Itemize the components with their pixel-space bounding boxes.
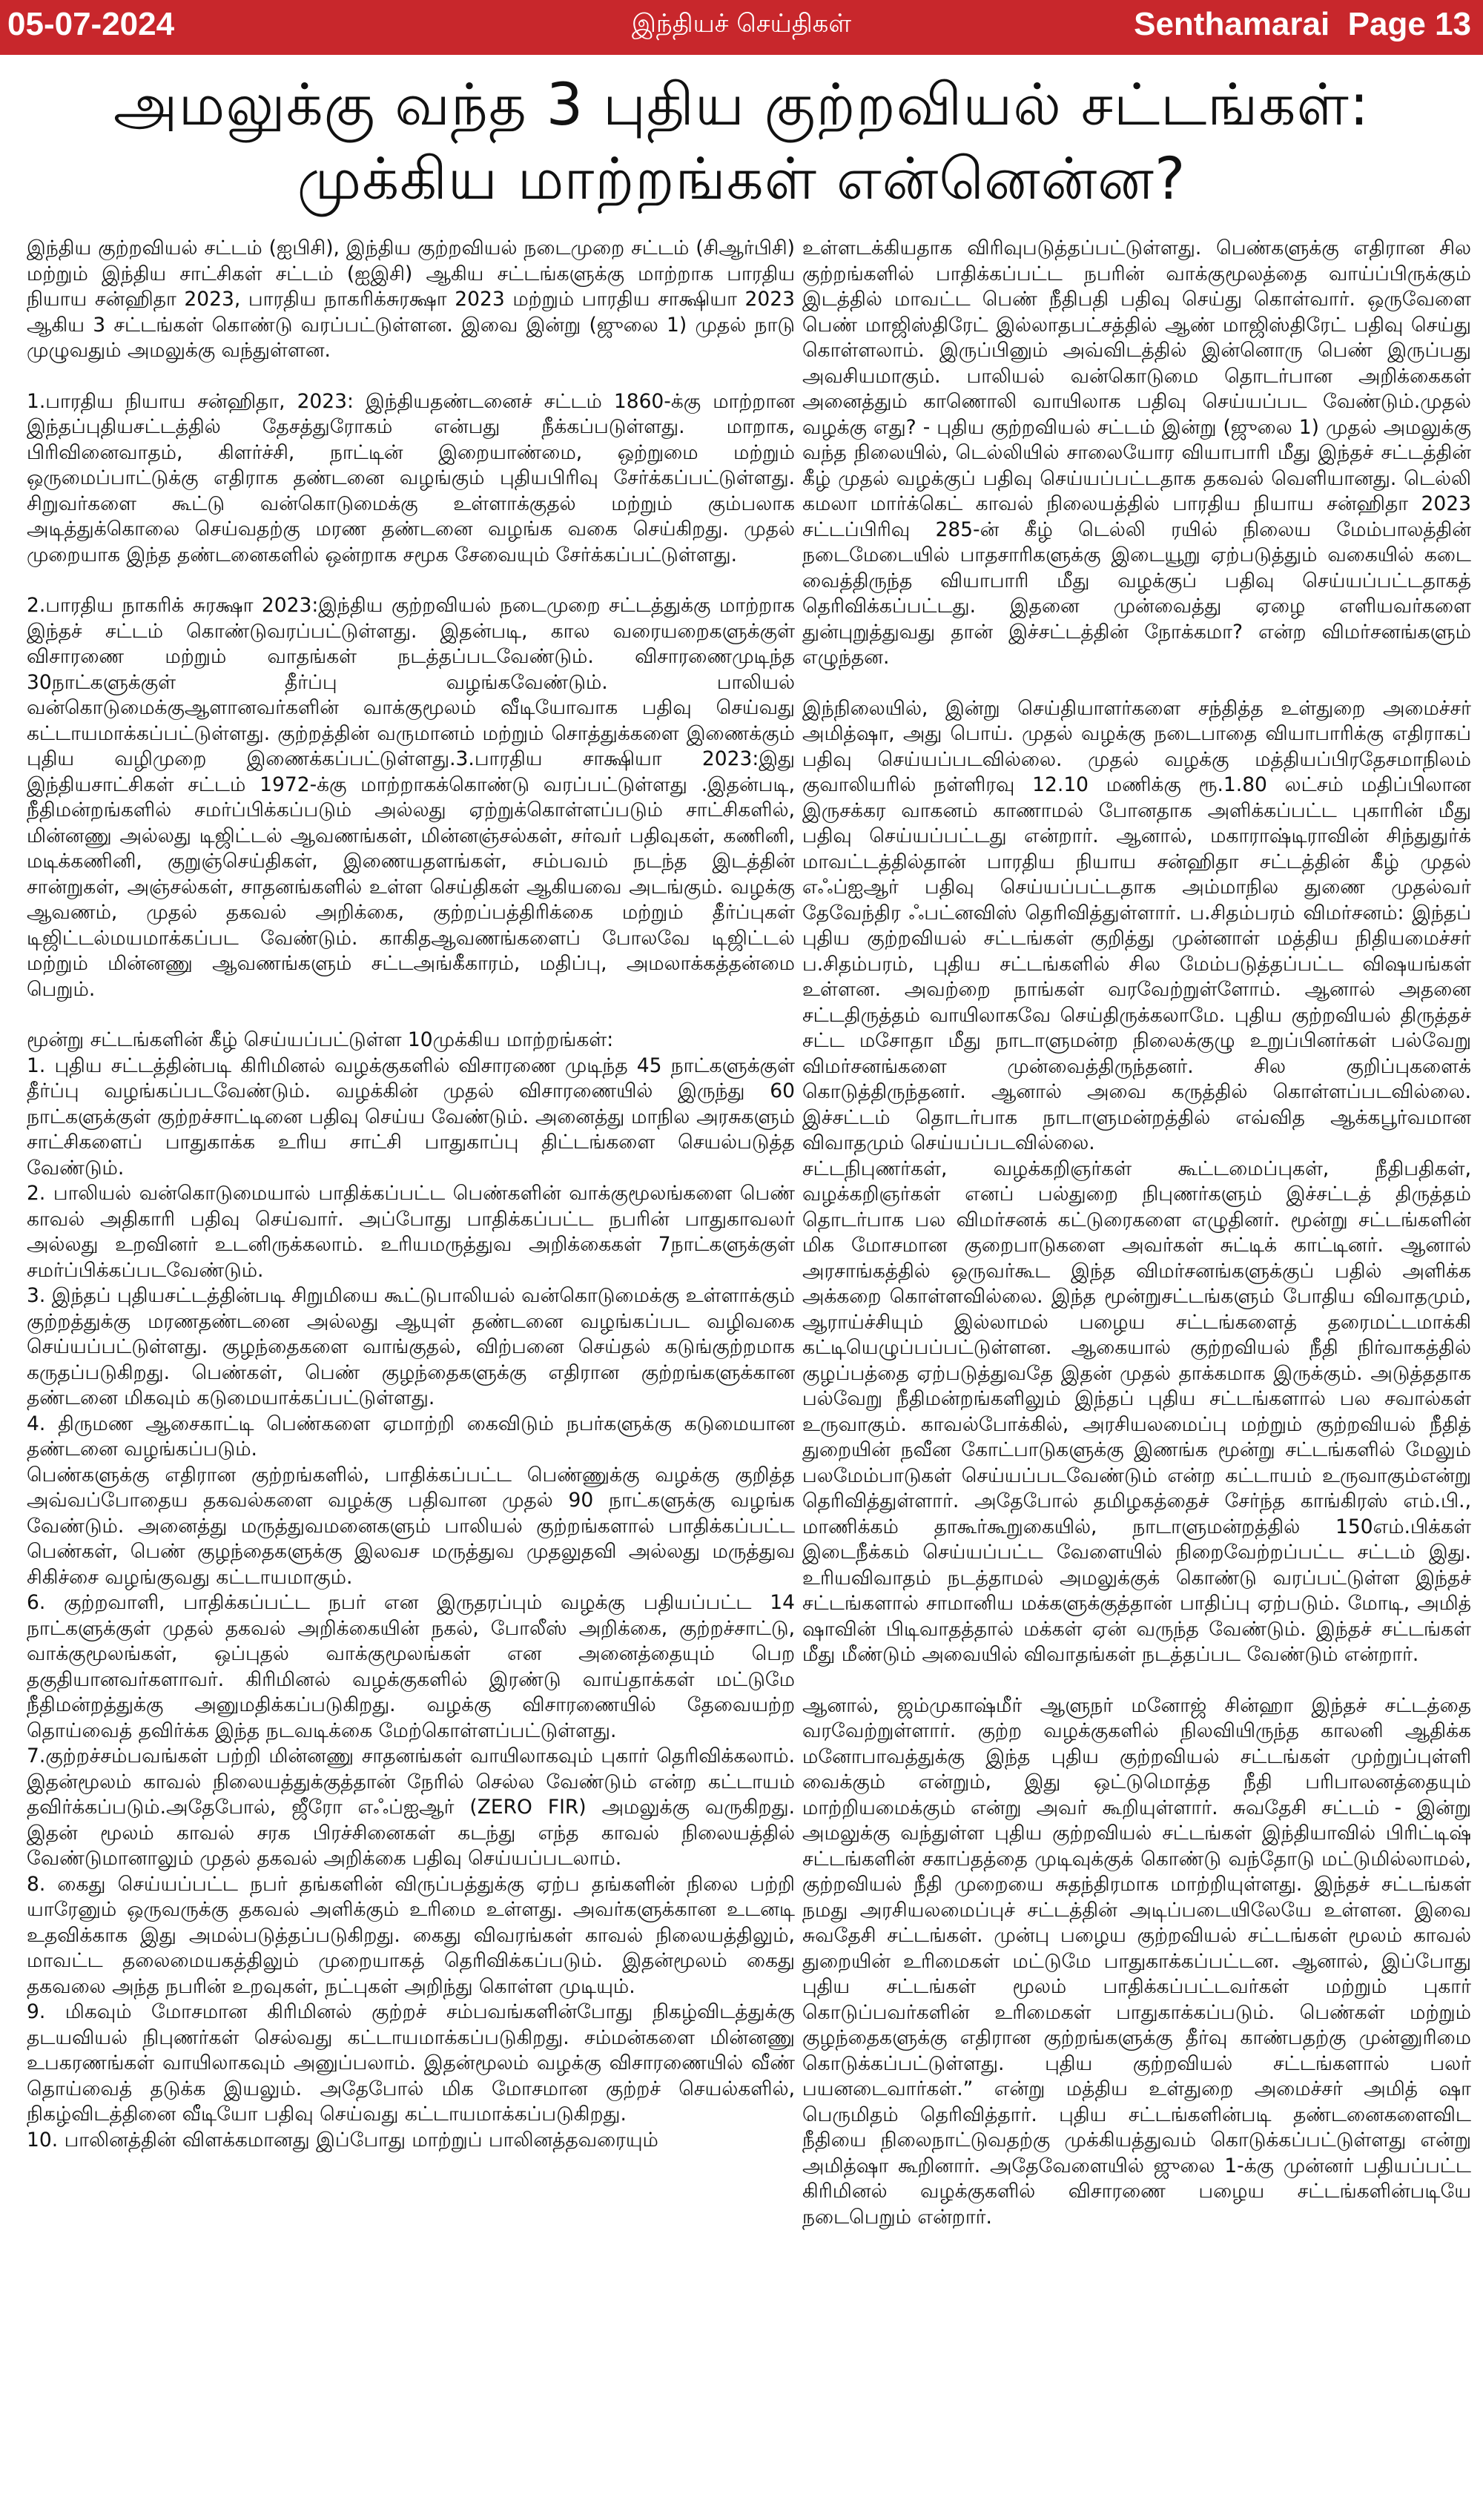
page-header	[0, 0, 1483, 55]
newspaper-page	[1134, 6, 1471, 43]
paragraph-amit-shah-chidambaram: இந்நிலையில், இன்று செய்தியாளர்களை சந்தித்த உள்துறை அமைச்சர் அமித்ஷா, அது பொய். முதல் வழக்கு நடைபாதை வியாபாரிக்கு எதிராகப் பதிவு செய்யப்படவில்லை. முதல் வழக்கு மத்தியப்பிரதேசமாநிலம் குவாலியரில் நள்ளிரவு 12.10 மணிக்கு ரூ.1.80 லட்சம் மதிப்பிலான இருசக்கர வாகனம் காணாமல் போனதாக அளிக்கப்பட்ட புகாரின் மீது பதிவு செய்யப்பட்டது என்றார். ஆனால், மகாராஷ்டிராவின் சிந்துதுர்க் மாவட்டத்தில்தான் பாரதிய நியாய சன்ஹிதா சட்டத்தின் கீழ் முதல் எஃப்ஐஆர் பதிவு செய்யப்பட்டதாக அம்மாநில துணை முதல்வர் தேவேந்திர ஃபட்னவிஸ் தெரிவித்துள்ளார். ப.சிதம்பரம் விமர்சனம்: இந்தப் புதிய குற்றவியல் சட்டங்கள் குறித்து முன்னாள் மத்திய நிதியமைச்சர் ப.சிதம்பரம், புதிய சட்டங்களில் சில மேம்படுத்தப்பட்ட விஷயங்கள் உள்ளன. அவற்றை நாங்கள் வரவேற்றுள்ளோம். ஆனால் அதனை சட்டதிருத்தம் வாயிலாகவே செய்திருக்கலாமே. புதிய குற்றவியல் திருத்தச் சட்ட மசோதா மீது நாடாளுமன்ற நிலைக்குழு உறுப்பினர்கள் பல்வேறு விமர்சனங்களை முன்வைத்திருந்தனர். சில குறிப்புகளைக் கொடுத்திருந்தனர். ஆனால் அவை கருத்தில் கொள்ளப்படவில்லை. இச்சட்டம் தொடர்பாக நாடாளுமன்றத்தில் எவ்வித ஆக்கபூர்வமான விவாதமும் செய்யப்படவில்லை. சட்டநிபுணர்கள், வழக்கறிஞர்கள் கூட்டமைப்புகள், நீதிபதிகள், வழக்கறிஞர்கள் எனப் பல்துறை நிபுணர்களும் இச்சட்டத் திருத்தம் தொடர்பாக பல விமர்சனக் கட்டுரைகளை எழுதினர். மூன்று சட்டங்களின் மிக மோசமான குறைபாடுகளை அவர்கள் சுட்டிக் காட்டினர். ஆனால் அரசாங்கத்தில் ஒருவர்கூட இந்த விமர்சனங்களுக்குப் பதில் அளிக்க அக்கறை கொள்ளவில்லை. இந்த மூன்றுசட்டங்களும் போதிய விவாதமும், ஆராய்ச்சியும் இல்லாமல் பழைய சட்டங்களைத் தரைமட்டமாக்கி கட்டியெழுப்பப்பட்டுள்ளன. ஆகையால் குற்றவியல் நீதி நிர்வாகத்தில் குழப்பத்தை ஏற்படுத்துவதே இதன் முதல் தாக்கமாக இருக்கும். அடுத்ததாக பல்வேறு நீதிமன்றங்களிலும் இந்தப் புதிய சட்டங்களால் பல சவால்கள் உருவாகும். காவல்போக்கில், அரசியலமைப்பு மற்றும் குற்றவியல் நீதித் துறையின் நவீன கோட்பாடுகளுக்கு இணங்க மூன்று சட்டங்களில் மேலும் பலமேம்பாடுகள் செய்யப்படவேண்டும் என்ற கட்டாயம் உருவாகும்என்று தெரிவித்துள்ளார். அதேபோல் தமிழகத்தைச் சேர்ந்த காங்கிரஸ் எம்.பி., மாணிக்கம் தாகூர்கூறுகையில், நாடாளுமன்றத்தில் 150எம்.பிக்கள் இடைநீக்கம் செய்யப்பட்ட வேளையில் நிறைவேற்றப்பட்ட சட்டம் இது. உரியவிவாதம் நடத்தாமல் அமலுக்குக் கொண்டு வரப்பட்டுள்ள இந்தச் சட்டங்களால் சாமானிய மக்களுக்குத்தான் பாதிப்பு ஏற்படும். மோடி, அமித் ஷாவின் பிடிவாதத்தால் மக்கள் ஏன் வருந்த வேண்டும். இந்தச் சட்டங்கள் மீது மீண்டும் அவையில் விவாதங்கள் நடத்தப்பட வேண்டும் என்றார்.	[802, 696, 1471, 1666]
page-number: Page 13	[1347, 6, 1471, 42]
paragraph-manoj-sinha: ஆனால், ஜம்முகாஷ்மீர் ஆளுநர் மனோஜ் சின்ஹா இந்தச் சட்டத்தை வரவேற்றுள்ளார். குற்ற வழக்குகளில் நிலவியிருந்த காலனி ஆதிக்க மனோபாவத்துக்கு இந்த புதிய குற்றவியல் சட்டங்கள் முற்றுப்புள்ளி வைக்கும் என்றும், இது ஒட்டுமொத்த நீதி பரிபாலனத்தையும் மாற்றியமைக்கும் என்று அவர் கூறியுள்ளார். சுவதேசி சட்டம் - இன்று அமலுக்கு வந்துள்ள புதிய குற்றவியல் சட்டங்கள் இந்தியாவில் பிரிட்டிஷ் சட்டங்களின் சகாப்தத்தை முடிவுக்குக் கொண்டு வந்தோடு மட்டுமில்லாமல், குற்றவியல் நீதி முறையை சுதந்திரமாக மாற்றியுள்ளது. இந்தச் சட்டங்கள் நமது அரசியலமைப்புச் சட்டத்தின் அடிப்படையிலேயே உள்ளன. இவை சுவதேசி சட்டங்கள். முன்பு பழைய குற்றவியல் சட்டங்கள் மூலம் காவல் துறையின் உரிமைகள் மட்டுமே பாதுகாக்கப்பட்டன. ஆனால், இப்போது புதிய சட்டங்கள் மூலம் பாதிக்கப்பட்டவர்கள் மற்றும் புகார் கொடுப்பவர்களின் உரிமைகள் பாதுகாக்கப்படும். பெண்கள் மற்றும் குழந்தைகளுக்கு எதிரான குற்றங்களுக்கு தீர்வு காண்பதற்கு முன்னுரிமை கொடுக்கப்பட்டுள்ளது. புதிய குற்றவியல் சட்டங்களால் பலர் பயனடைவார்கள்.” என்று மத்திய உள்துறை அமைச்சர் அமித் ஷா பெருமிதம் தெரிவித்தார். புதிய சட்டங்களின்படி தண்டனைகளைவிட நீதியை நிலைநாட்டுவதற்கு முக்கியத்துவம் கொடுக்கப்பட்டுள்ளது என்று அமித்ஷா கூறினார். அதேவேளையில் ஜுலை 1-க்கு முன்னர் பதியப்பட்ட கிரிமினல் வழக்குகளில் விசாரணை பழைய சட்டங்களின்படியே நடைபெறும் என்றார்.	[802, 1693, 1471, 2229]
paragraph-intro: இந்திய குற்றவியல் சட்டம் (ஐபிசி), இந்திய குற்றவியல் நடைமுறை சட்டம் (சிஆர்பிசி) மற்றும் இந்திய சாட்சிகள் சட்டம் (ஐஇசி) ஆகிய சட்டங்களுக்கு மாற்றாக பாரதிய நியாய சன்ஹிதா 2023, பாரதிய நாகரிக்சுரக்ஷா 2023 மற்றும் பாரதிய சாக்ஷியா 2023 ஆகிய 3 சட்டங்கள் கொண்டு வரப்பட்டுள்ளன. இவை இன்று (ஜுலை 1) முதல் நாடு முழுவதும் அமலுக்கு வந்துள்ளன.	[27, 237, 795, 362]
section-name: இந்தியச் செய்திகள்	[631, 9, 852, 39]
paragraph-ten-changes: மூன்று சட்டங்களின் கீழ் செய்யப்பட்டுள்ள 10முக்கிய மாற்றங்கள்: 1. புதிய சட்டத்தின்படி கிரிமினல் வழக்குகளில் விசாரணை முடிந்த 45 நாட்களுக்குள் தீர்ப்பு வழங்கப்படவேண்டும். வழக்கின் முதல் விசாரணையில் இருந்து 60 நாட்களுக்குள் குற்றச்சாட்டினை பதிவு செய்ய வேண்டும். அனைத்து மாநில அரசுகளும் சாட்சிகளைப் பாதுகாக்க உரிய சாட்சி பாதுகாப்பு திட்டங்களை செயல்படுத்த வேண்டும். 2. பாலியல் வன்கொடுமையால் பாதிக்கப்பட்ட பெண்களின் வாக்குமூலங்களை பெண் காவல் அதிகாரி பதிவு செய்வார். அப்போது பாதிக்கப்பட்ட நபரின் பாதுகாவலர் அல்லது உறவினர் உடனிருக்கலாம். உரியமருத்துவ அறிக்கைகள் 7நாட்களுக்குள் சமர்ப்பிக்கப்படவேண்டும். 3. இந்தப் புதியசட்டத்தின்படி சிறுமியை கூட்டுபாலியல் வன்கொடுமைக்கு உள்ளாக்கும் குற்றத்துக்கு மரணதண்டனை அல்லது ஆயுள் தண்டனை வழங்கப்பட வழிவகை செய்யப்பட்டுள்ளது. குழந்தைகளை வாங்குதல், விற்பனை செய்தல் கடுங்குற்றமாக கருதப்படுகிறது. பெண்கள், பெண் குழந்தைகளுக்கு எதிரான குற்றங்களுக்கான தண்டனை மிகவும் கடுமையாக்கப்பட்டுள்ளது. 4. திருமண ஆசைகாட்டி பெண்களை ஏமாற்றி கைவிடும் நபர்களுக்கு கடுமையான தண்டனை வழங்கப்படும். பெண்களுக்கு எதிரான குற்றங்களில், பாதிக்கப்பட்ட பெண்ணுக்கு வழக்கு குறித்த அவ்வப்போதைய தகவல்களை வழக்கு பதிவான முதல் 90 நாட்களுக்கு வழங்க வேண்டும். அனைத்து மருத்துவமனைகளும் பாலியல் குற்றங்களால் பாதிக்கப்பட்ட பெண்கள், பெண் குழந்தைகளுக்கு இலவச மருத்துவ முதலுதவி அல்லது மருத்துவ சிகிச்சை வழங்குவது கட்டாயமாகும். 6. குற்றவாளி, பாதிக்கப்பட்ட நபர் என இருதரப்பும் வழக்கு பதியப்பட்ட 14 நாட்களுக்குள் முதல் தகவல் அறிக்கையின் நகல், போலீஸ் அறிக்கை, குற்றச்சாட்டு, வாக்குமூலங்கள், ஒப்புதல் வாக்குமூலங்கள் என அனைத்தையும் பெற தகுதியானவர்களாவர். கிரிமினல் வழக்குகளில் இரண்டு வாய்தாக்கள் மட்டுமே நீதிமன்றத்துக்கு அனுமதிக்கப்படுகிறது. வழக்கு விசாரணையில் தேவையற்ற தொய்வைத் தவிர்க்க இந்த நடவடிக்கை மேற்கொள்ளப்பட்டுள்ளது. 7.குற்றச்சம்பவங்கள் பற்றி மின்னணு சாதனங்கள் வாயிலாகவும் புகார் தெரிவிக்கலாம். இதன்மூலம் காவல் நிலையத்துக்குத்தான் நேரில் செல்ல வேண்டும் என்ற கட்டாயம் தவிர்க்கப்படும்.அதேபோல், ஜீரோ எஃப்ஐஆர் (ZERO FIR) அமலுக்கு வருகிறது. இதன் மூலம் காவல் சரக பிரச்சினைகள் கடந்து எந்த காவல் நிலையத்தில் வேண்டுமானாலும் முதல் தகவல் அறிக்கை பதிவு செய்யப்படலாம். 8. கைது செய்யப்பட்ட நபர் தங்களின் விருப்பத்துக்கு ஏற்ப தங்களின் நிலை பற்றி யாரேனும் ஒருவருக்கு தகவல் அளிக்கும் உரிமை உள்ளது. அவர்களுக்கான உடனடி உதவிக்காக இது அமல்படுத்தப்படுகிறது. கைது விவரங்கள் காவல் நிலையத்திலும், மாவட்ட தலைமையகத்திலும் முறையாகத் தெரிவிக்கப்படும். இதன்மூலம் கைது தகவலை அந்த நபரின் உறவுகள், நட்புகள் அறிந்து கொள்ள முடியும். 9. மிகவும் மோசமான கிரிமினல் குற்றச் சம்பவங்களின்போது நிகழ்விடத்துக்கு தடயவியல் நிபுணர்கள் செல்வது கட்டாயமாக்கப்படுகிறது. சம்மன்களை மின்னணு உபகரணங்கள் வாயிலாகவும் அனுப்பலாம். இதன்மூலம் வழக்கு விசாரணையில் வீண் தொய்வைத் தடுக்க இயலும். அதேபோல் மிக மோசமான குற்றச் செயல்களில், நிகழ்விடத்தினை வீடியோ பதிவு செய்வது கட்டாயமாக்கப்படுகிறது. 10. பாலினத்தின் விளக்கமானது இப்போது மாற்றுப் பாலினத்தவரையும்	[27, 1028, 795, 2152]
paragraph-nagarik-suraksha: 2.பாரதிய நாகரிக் சுரக்ஷா 2023:இந்திய குற்றவியல் நடைமுறை சட்டத்துக்கு மாற்றாக இந்தச் சட்டம் கொண்டுவரப்பட்டுள்ளது. இதன்படி, கால வரையறைகளுக்குள் விசாரணை மற்றும் வாதங்கள் நடத்தப்படவேண்டும். விசாரணைமுடிந்த 30நாட்களுக்குள் தீர்ப்பு வழங்கவேண்டும். பாலியல் வன்கொடுமைக்குஆளானவர்களின் வாக்குமூலம் வீடியோவாக பதிவு செய்வது கட்டாயமாக்கப்பட்டுள்ளது. குற்றத்தின் வருமானம் மற்றும் சொத்துக்களை இணைக்கும் புதிய வழிமுறை இணைக்கப்பட்டுள்ளது.3.பாரதிய சாக்ஷியா 2023:இது இந்தியசாட்சிகள் சட்டம் 1972-க்கு மாற்றாகக்கொண்டு வரப்பட்டுள்ளது .இதன்படி, நீதிமன்றங்களில் சமர்ப்பிக்கப்படும் அல்லது ஏற்றுக்கொள்ளப்படும் சாட்சிகளில், மின்னணு அல்லது டிஜிட்டல் ஆவணங்கள், மின்னஞ்சல்கள், சர்வர் பதிவுகள், கணினி, மடிக்கணினி, குறுஞ்செய்திகள், இணையதளங்கள், சம்பவம் நடந்த இடத்தின் சான்றுகள், அஞ்சல்கள், சாதனங்களில் உள்ள செய்திகள் ஆகியவை அடங்கும். வழக்கு ஆவணம், முதல் தகவல் அறிக்கை, குற்றப்பத்திரிக்கை மற்றும் தீர்ப்புகள் டிஜிட்டல்மயமாக்கப்பட வேண்டும். காகிதஆவணங்களைப் போலவே டிஜிட்டல் மற்றும் மின்னணு ஆவணங்களும் சட்டஅங்கீகாரம், மதிப்பு, அமலாக்கத்தன்மை பெறும்.	[27, 594, 795, 1001]
article-column-left	[27, 236, 795, 2516]
paragraph-nyaya-sanhita: 1.பாரதிய நியாய சன்ஹிதா, 2023: இந்தியதண்டனைச் சட்டம் 1860-க்கு மாற்றான இந்தப்புதியசட்டத்தில் தேசத்துரோகம் என்பது நீக்கப்படுள்ளது. மாறாக, பிரிவினைவாதம், கிளர்ச்சி, நாட்டின் இறையாண்மை, ஒற்றுமை மற்றும் ஒருமைப்பாட்டுக்கு எதிராக தண்டனை வழங்கும் புதியபிரிவு சேர்க்கப்பட்டுள்ளது. சிறுவர்களை கூட்டு வன்கொடுமைக்கு உள்ளாக்குதல் மற்றும் கும்பலாக அடித்துக்கொலை செய்வதற்கு மரண தண்டனை வழங்க வகை செய்கிறது. முதல் முறையாக இந்த தண்டனைகளில் ஒன்றாக சமூக சேவையும் சேர்க்கப்பட்டுள்ளது.	[27, 389, 795, 566]
article-title-line-1: அமலுக்கு வந்த 3 புதிய குற்றவியல் சட்டங்கள்:	[113, 72, 1370, 139]
issue-date: 05-07-2024	[7, 6, 175, 42]
paragraph-first-case: உள்ளடக்கியதாக விரிவுபடுத்தப்பட்டுள்ளது. பெண்களுக்கு எதிரான சில குற்றங்களில் பாதிக்கப்பட்ட நபரின் வாக்குமூலத்தை வாய்ப்பிருக்கும் இடத்தில் மாவட்ட பெண் நீதிபதி பதிவு செய்து கொள்வார். ஒருவேளை பெண் மாஜிஸ்திரேட் இல்லாதபட்சத்தில் ஆண் மாஜிஸ்திரேட் பதிவு செய்து கொள்ளலாம். இருப்பினும் அவ்விடத்தில் இன்னொரு பெண் இருப்பது அவசியமாகும். பாலியல் வன்கொடுமை தொடர்பான அறிக்கைகள் அனைத்தும் காணொலி வாயிலாக பதிவு செய்யப்பட வேண்டும்.முதல் வழக்கு எது? - புதிய குற்றவியல் சட்டம் இன்று (ஜுலை 1) முதல் அமலுக்கு வந்த நிலையில், டெல்லியில் சாலையோர வியாபாரி மீது இந்தச் சட்டத்தின் கீழ் முதல் வழக்குப் பதிவு செய்யப்பட்டதாக தகவல் வெளியானது. டெல்லி கமலா மார்க்கெட் காவல் நிலையத்தில் பாரதிய நியாய சன்ஹிதா 2023 சட்டப்பிரிவு 285-ன் கீழ் டெல்லி ரயில் நிலைய மேம்பாலத்தின் நடைமேடையில் பாதசாரிகளுக்கு இடையூறு ஏற்படுத்தும் வகையில் கடை வைத்திருந்த வியாபாரி மீது வழக்குப் பதிவு செய்யப்பட்டதாகத் தெரிவிக்கப்பட்டது. இதனை முன்வைத்து ஏழை எளியவர்களை துன்புறுத்துவது தான் இச்சட்டத்தின் நோக்கமா? என்ற விமர்சனங்களும் எழுந்தன.	[802, 237, 1471, 669]
article-column-right	[802, 236, 1471, 2516]
newspaper-name: Senthamarai	[1134, 6, 1330, 42]
article-title	[30, 68, 1453, 216]
article-title-line-2: முக்கிய மாற்றங்கள் என்னென்ன?	[297, 146, 1186, 213]
